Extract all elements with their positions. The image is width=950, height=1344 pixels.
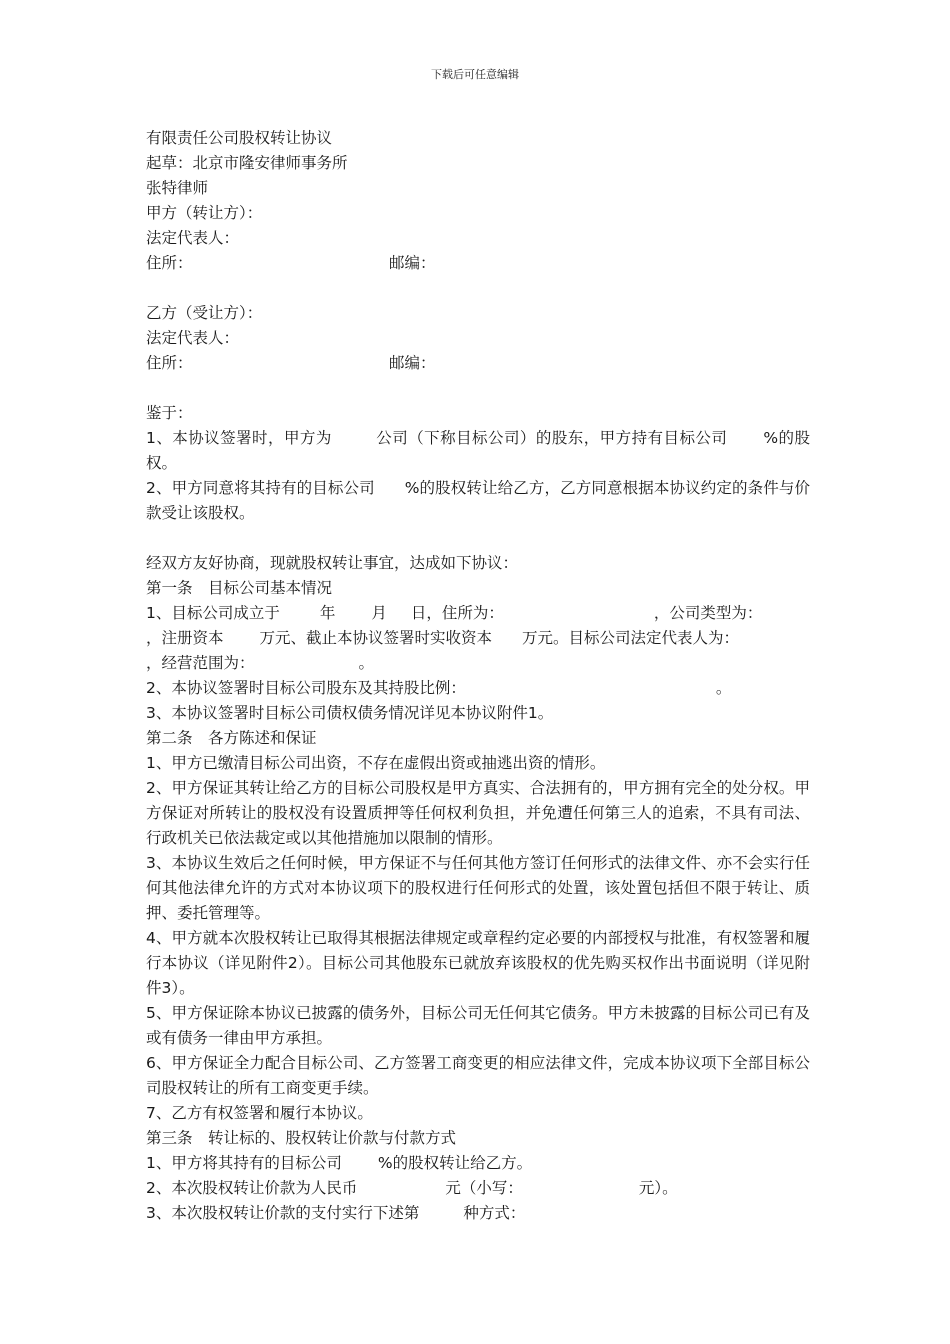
article-2-title: 第二条 各方陈述和保证 bbox=[146, 729, 317, 747]
article-2-clause-3: 3、本协议生效后之任何时候，甲方保证不与任何其他方签订任何形式的法律文件、亦不会实行任何其他法律允许的方式对本协议项下的股权进行任何形式的处置，该处置包括但不限于转让、质押、委托管理等。 bbox=[146, 854, 810, 922]
party-b-rep: 法定代表人： bbox=[146, 329, 240, 347]
party-a-rep: 法定代表人： bbox=[146, 229, 240, 247]
agreement-document bbox=[146, 126, 810, 1226]
lawyer-line: 张特律师 bbox=[146, 179, 209, 197]
article-1-clause-1-line-2: ，注册资本 万元、截止本协议签署时实收资本 万元。目标公司法定代表人为： bbox=[146, 629, 740, 647]
article-1-clause-3: 3、本协议签署时目标公司债权债务情况详见本协议附件1。 bbox=[146, 704, 554, 722]
drafter-line: 起草：北京市隆安律师事务所 bbox=[146, 154, 348, 172]
article-3-title: 第三条 转让标的、股权转让价款与付款方式 bbox=[146, 1129, 457, 1147]
party-b-address-row bbox=[146, 351, 810, 376]
party-a-postcode: 邮编： bbox=[389, 254, 436, 272]
whereas-clause-1: 1、本协议签署时，甲方为 公司（下称目标公司）的股东，甲方持有目标公司 %的股权。 bbox=[146, 429, 810, 472]
article-2-clause-1: 1、甲方已缴清目标公司出资，不存在虚假出资或抽逃出资的情形。 bbox=[146, 754, 606, 772]
agreement-intro: 经双方友好协商，现就股权转让事宜，达成如下协议： bbox=[146, 554, 519, 572]
article-1-clause-1-line-3: ，经营范围为： 。 bbox=[146, 654, 375, 672]
article-3-clause-2: 2、本次股权转让价款为人民币 元（小写： 元）。 bbox=[146, 1179, 678, 1197]
page-header: 下载后可任意编辑 bbox=[431, 68, 519, 81]
article-2-clause-4: 4、甲方就本次股权转让已取得其根据法律规定或章程约定必要的内部授权与批准，有权签署和履行本协议（详见附件2）。目标公司其他股东已就放弃该股权的优先购买权作出书面说明（详见附件3）。 bbox=[146, 929, 810, 997]
article-1-clause-2: 2、本协议签署时目标公司股东及其持股比例： 。 bbox=[146, 679, 732, 697]
article-1-title: 第一条 目标公司基本情况 bbox=[146, 579, 333, 597]
party-a-label: 甲方（转让方）： bbox=[146, 204, 263, 222]
whereas-heading: 鉴于： bbox=[146, 404, 193, 422]
article-2-clause-5: 5、甲方保证除本协议已披露的债务外，目标公司无任何其它债务。甲方未披露的目标公司已有及或有债务一律由甲方承担。 bbox=[146, 1004, 810, 1047]
article-2-clause-2: 2、甲方保证其转让给乙方的目标公司股权是甲方真实、合法拥有的，甲方拥有完全的处分权。甲方保证对所转让的股权没有设置质押等任何权利负担，并免遭任何第三人的追索，不具有司法、行政机关已依法裁定或以其他措施加以限制的情形。 bbox=[146, 779, 810, 847]
document-title: 有限责任公司股权转让协议 bbox=[146, 129, 333, 147]
party-b-address: 住所： bbox=[146, 354, 193, 372]
article-2-clause-6: 6、甲方保证全力配合目标公司、乙方签署工商变更的相应法律文件，完成本协议项下全部目标公司股权转让的所有工商变更手续。 bbox=[146, 1054, 810, 1097]
party-b-label: 乙方（受让方）： bbox=[146, 304, 263, 322]
article-3-clause-1: 1、甲方将其持有的目标公司 %的股权转让给乙方。 bbox=[146, 1154, 533, 1172]
party-a-address-row bbox=[146, 251, 810, 276]
article-2-clause-7: 7、乙方有权签署和履行本协议。 bbox=[146, 1104, 373, 1122]
party-a-address: 住所： bbox=[146, 254, 193, 272]
party-b-postcode: 邮编： bbox=[389, 354, 436, 372]
article-1-clause-1-line-1: 1、目标公司成立于 年 月 日，住所为： ，公司类型为： bbox=[146, 604, 763, 622]
article-3-clause-3: 3、本次股权转让价款的支付实行下述第 种方式： bbox=[146, 1204, 526, 1222]
whereas-clause-2: 2、甲方同意将其持有的目标公司 %的股权转让给乙方，乙方同意根据本协议约定的条件与价款受让该股权。 bbox=[146, 479, 810, 522]
